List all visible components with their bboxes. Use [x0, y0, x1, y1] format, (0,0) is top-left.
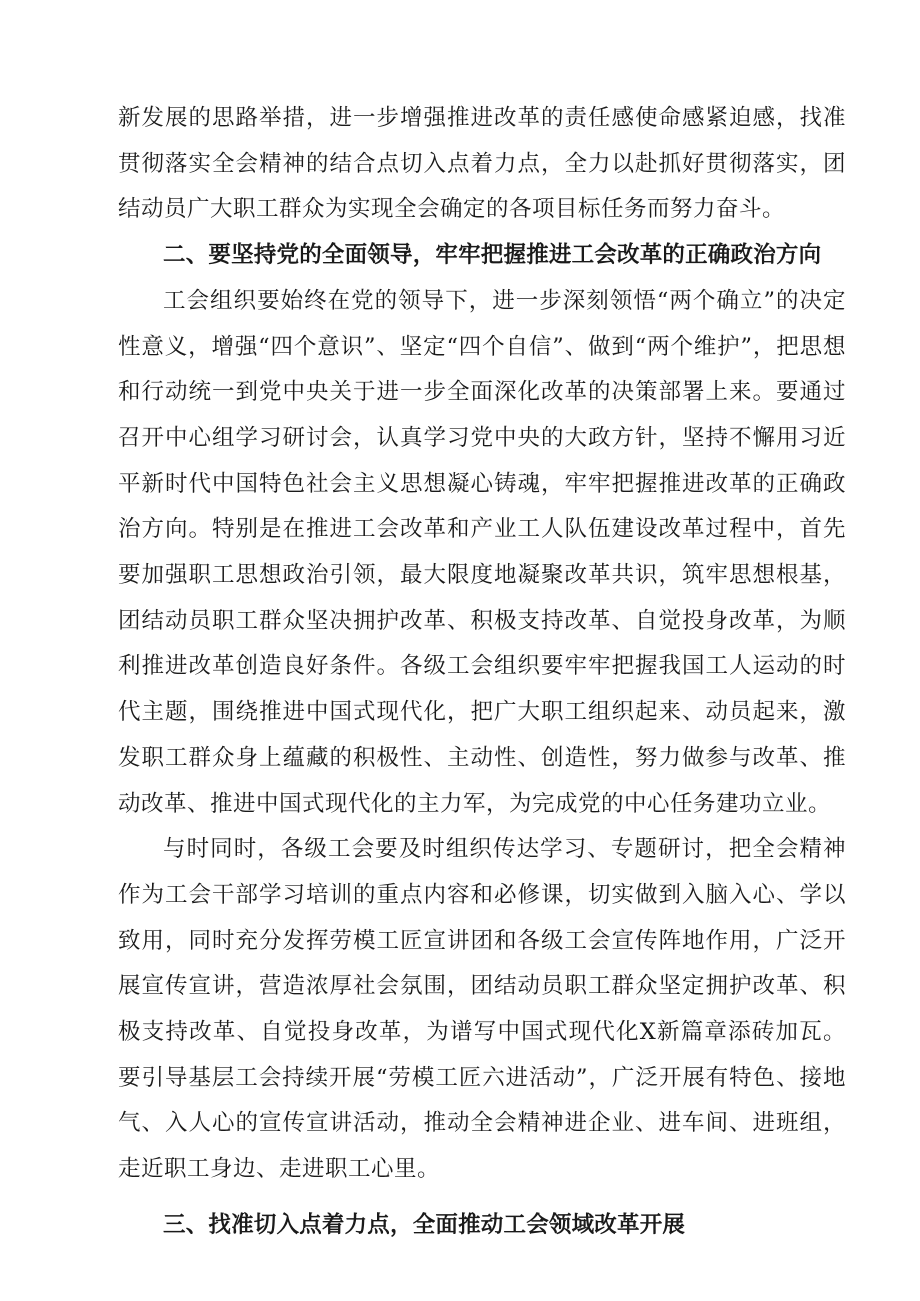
document-body	[118, 96, 846, 1249]
section-heading: 二、要坚持党的全面领导，牢牢把握推进工会改革的正确政治方向	[163, 242, 822, 269]
body-paragraph: 工会组织要始终在党的领导下，进一步深刻领悟“两个确立”的决定性意义，增强“四个意识”、坚定“四个自信”、做到“两个维护”，把思想和行动统一到党中央关于进一步全面深化改革的决策部署上来。要通过召开中心组学习研讨会，认真学习党中央的大政方针，坚持不懈用习近平新时代中国特色社会主义思想凝心铸魂，牢牢把握推进改革的正确政治方向。特别是在推进工会改革和产业工人队伍建设改革过程中，首先要加强职工思想政治引领，最大限度地凝聚改革共识，筑牢思想根基，团结动员职工群众坚决拥护改革、积极支持改革、自觉投身改革，为顺利推进改革创造良好条件。各级工会组织要牢牢把握我国工人运动的时代主题，围绕推进中国式现代化，把广大职工组织起来、动员起来，激发职工群众身上蕴藏的积极性、主动性、创造性，努力做参与改革、推动改革、推进中国式现代化的主力军，为完成党的中心任务建功立业。	[118, 287, 846, 817]
body-paragraph: 新发展的思路举措，进一步增强推进改革的责任感使命感紧迫感，找准贯彻落实全会精神的结合点切入点着力点，全力以赴抓好贯彻落实，团结动员广大职工群众为实现全会确定的各项目标任务而努力奋斗。	[118, 105, 846, 223]
section-heading: 三、找准切入点着力点，全面推动工会领域改革开展	[163, 1211, 686, 1238]
body-paragraph: 与时同时，各级工会要及时组织传达学习、专题研讨，把全会精神作为工会干部学习培训的重点内容和必修课，切实做到入脑入心、学以致用，同时充分发挥劳模工匠宣讲团和各级工会宣传阵地作用，广泛开展宣传宣讲，营造浓厚社会氛围，团结动员职工群众坚定拥护改革、积极支持改革、自觉投身改革，为谱写中国式现代化X新篇章添砖加瓦。要引导基层工会持续开展“劳模工匠六进活动”，广泛开展有特色、接地气、入人心的宣传宣讲活动，推动全会精神进企业、进车间、进班组，走近职工身边、走进职工心里。	[118, 836, 846, 1183]
